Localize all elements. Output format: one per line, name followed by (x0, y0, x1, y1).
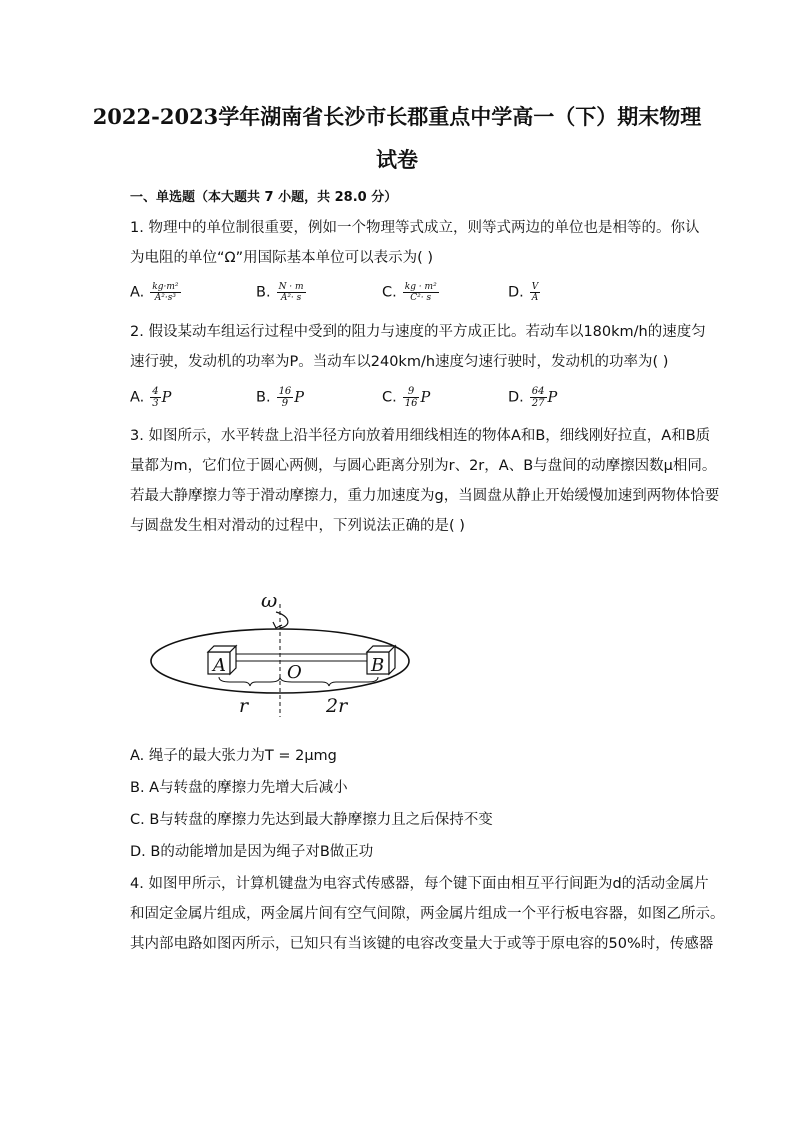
q2-option-c (382, 386, 430, 409)
variable: P (161, 389, 172, 406)
q1-option-d (508, 282, 540, 303)
distance-2r-label: 2r (326, 695, 348, 717)
q2-text-line-2: 速行驶，发动机的功率为P。当动车以240km/h速度匀速行驶时，发动机的功率为( ) (130, 354, 669, 370)
fraction-denominator: 3 (152, 398, 159, 409)
variable: P (420, 389, 431, 406)
block-b (367, 646, 395, 676)
brace-r (219, 677, 280, 686)
fraction (277, 282, 306, 303)
section-heading: 一、单选题（本大题共 7 小题，共 28.0 分） (130, 190, 398, 205)
fraction-numerator: 4 (152, 386, 159, 397)
rotation-arrowhead (273, 622, 282, 628)
q4-text-line-2: 和固定金属片组成，两金属片间有空气间隙，两金属片组成一个平行板电容器，如图乙所示。 (130, 906, 725, 922)
distance-r-label: r (239, 695, 249, 717)
fraction-numerator: 9 (403, 386, 420, 398)
q2-option-d (508, 386, 557, 409)
connecting-string (235, 654, 367, 661)
fraction (277, 386, 294, 409)
option-label: B. (256, 389, 271, 406)
option-label: A. (130, 389, 145, 406)
fraction (530, 386, 547, 409)
q3-text-line-3: 若最大静摩擦力等于滑动摩擦力，重力加速度为g，当圆盘从静止开始缓慢加速到两物体恰要 (130, 488, 720, 504)
q4-text-line-3: 其内部电路如图丙所示，已知只有当该键的电容改变量大于或等于原电容的50%时，传感器 (130, 936, 714, 952)
option-label: A. (130, 284, 145, 301)
q1-option-a (130, 282, 181, 303)
q4-text-line-1: 4. 如图甲所示，计算机键盘为电容式传感器，每个键下面由相互平行间距为d的活动金属片 (130, 876, 709, 892)
fraction-denominator: C²· s (410, 293, 432, 303)
q3-choice-d: D. B的动能增加是因为绳子对B做正功 (130, 844, 374, 860)
q1-option-b (256, 282, 306, 303)
option-label: C. (382, 389, 397, 406)
fraction-numerator: kg·m² (152, 282, 179, 292)
fraction (530, 282, 541, 303)
q3-text-line-4: 与圆盘发生相对滑动的过程中，下列说法正确的是( ) (130, 518, 465, 534)
q3-choice-c: C. B与转盘的摩擦力先达到最大静摩擦力且之后保持不变 (130, 812, 493, 828)
fraction-numerator: V (531, 282, 539, 292)
exam-title-line-2: 试卷 (376, 147, 418, 172)
fraction-numerator: 16 (278, 386, 292, 397)
q1-text-line-2: 为电阻的单位“Ω”用国际基本单位可以表示为( ) (130, 250, 434, 266)
fraction-denominator: A²·s³ (154, 293, 176, 303)
q3-text-line-1: 3. 如图所示，水平转盘上沿半径方向放着用细线相连的物体A和B，细线刚好拉直，A和B质 (130, 428, 711, 444)
fraction-denominator: 9 (281, 398, 289, 409)
variable: P (547, 389, 558, 406)
fraction (403, 386, 420, 409)
fraction (150, 282, 180, 303)
q1-option-c (382, 282, 439, 303)
fraction-numerator: kg · m² (404, 282, 437, 292)
block-a-label: A (213, 655, 226, 676)
fraction (150, 386, 160, 409)
q3-choice-a: A. 绳子的最大张力为T = 2μmg (130, 748, 337, 764)
option-label: B. (256, 284, 271, 301)
q2-option-b (256, 386, 304, 409)
q1-text-line-1: 1. 物理中的单位制很重要，例如一个物理等式成立，则等式两边的单位也是相等的。你认 (130, 220, 700, 236)
variable: P (294, 389, 305, 406)
fraction-denominator: 16 (404, 398, 418, 409)
center-o-label: O (287, 662, 302, 683)
option-label: D. (508, 284, 524, 301)
fraction-denominator: A²· s (280, 293, 302, 303)
fraction-numerator: 64 (531, 386, 545, 397)
option-label: C. (382, 284, 397, 301)
q3-choice-b: B. A与转盘的摩擦力先增大后减小 (130, 780, 348, 796)
fraction-denominator: 27 (531, 398, 545, 409)
fraction-denominator: A (531, 293, 539, 303)
block-a (208, 646, 236, 676)
turntable-figure (140, 582, 430, 722)
q2-text-line-1: 2. 假设某动车组运行过程中受到的阻力与速度的平方成正比。若动车以180km/h的速度匀 (130, 324, 706, 340)
fraction (403, 282, 439, 303)
fraction-numerator: N · m (278, 282, 304, 292)
exam-title-line-1: 2022-2023学年湖南省长沙市长郡重点中学高一（下）期末物理 (92, 104, 702, 129)
q3-text-line-2: 量都为m，它们位于圆心两侧，与圆心距离分别为r、2r，A、B与盘间的动摩擦因数μ相同。 (130, 458, 717, 474)
omega-label: ω (261, 588, 278, 612)
q2-option-a (130, 386, 171, 409)
block-b-label: B (371, 655, 385, 676)
option-label: D. (508, 389, 524, 406)
